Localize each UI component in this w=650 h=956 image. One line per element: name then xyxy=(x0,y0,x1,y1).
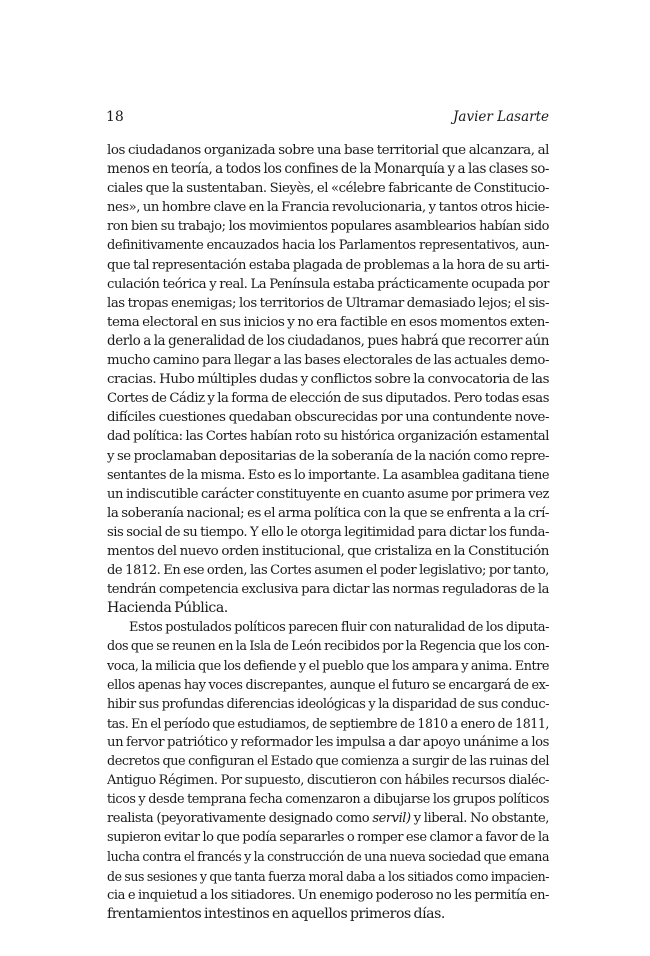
text-line: hibir sus profundas diferencias ideológicas y la disparidad de sus conduc- xyxy=(107,696,549,712)
text-line: supieron evitar lo que podía separarles o romper ese clamor a favor de la xyxy=(107,830,549,846)
text-line: tas. En el período que estudiamos, de septiembre de 1810 a enero de 1811, xyxy=(107,715,549,731)
body-text xyxy=(107,141,549,924)
text-line: de 1812. En ese orden, las Cortes asumen el poder legislativo; por tanto, xyxy=(107,563,549,579)
text-line: menos en teoría, a todos los confines de la Monarquía y a las clases so- xyxy=(107,161,549,178)
text-run: y liberal. No obstante, xyxy=(410,811,550,827)
text-line: Hacienda Pública. xyxy=(107,600,228,617)
text-line: un indiscutible carácter constituyente en cuanto asume por primera vez xyxy=(107,486,549,502)
text-line: ciales que la sustentaban. Sieyès, el «célebre fabricante de Constitucio- xyxy=(107,181,549,197)
paragraph-2 xyxy=(107,618,549,924)
text-line: lucha contra el francés y la construcción de una nueva sociedad que emana xyxy=(107,849,549,865)
italic-term: servil) xyxy=(372,811,411,827)
text-line: dad política: las Cortes habían roto su histórica organización estamental xyxy=(107,429,549,445)
text-line: ron bien su trabajo; los movimientos populares asamblearios habían sido xyxy=(107,219,549,235)
page-number: 18 xyxy=(106,109,124,125)
text-line: Estos postulados políticos parecen fluir con naturalidad de los diputa- xyxy=(129,620,549,636)
text-line: derlo a la generalidad de los ciudadanos, pues habrá que recorrer aún xyxy=(107,332,549,349)
paragraph-1 xyxy=(107,141,549,618)
text-run: realista (peyorativamente designado como xyxy=(107,811,373,827)
text-line: difíciles cuestiones quedaban obscurecidas por una contundente nove- xyxy=(107,410,549,426)
text-line: decretos que configuran el Estado que comienza a surgir de las ruinas del xyxy=(107,754,549,769)
text-line: de sus sesiones y que tanta fuerza moral daba a los sitiados como impacien- xyxy=(107,868,549,884)
text-line: cracias. Hubo múltiples dudas y conflictos sobre la convocatoria de las xyxy=(107,372,549,388)
text-line: tema electoral en sus inicios y no era factible en esos momentos exten- xyxy=(107,314,549,330)
text-line: las tropas enemigas; los territorios de Ultramar demasiado lejos; el sis- xyxy=(107,295,549,311)
text-line: ellos apenas hay voces discrepantes, aunque el futuro se encargará de ex- xyxy=(107,677,549,693)
text-line: mucho camino para llegar a las bases electorales de las actuales demo- xyxy=(107,353,549,369)
text-line: nes», un hombre clave en la Francia revolucionaria, y tantos otros hicie- xyxy=(107,200,549,216)
text-line: culación teórica y real. La Península estaba prácticamente ocupada por xyxy=(107,276,549,292)
text-line: un fervor patriótico y reformador les impulsa a dar apoyo unánime a los xyxy=(107,734,549,750)
text-line: sentantes de la misma. Esto es lo importante. La asamblea gaditana tiene xyxy=(107,467,549,483)
text-line: dos que se reunen en la Isla de León recibidos por la Regencia que los con- xyxy=(107,639,549,655)
running-head-author: Javier Lasarte xyxy=(453,109,549,125)
text-line: sis social de su tiempo. Y ello le otorga legitimidad para dictar los funda- xyxy=(107,524,549,540)
text-line: tendrán competencia exclusiva para dictar las normas reguladoras de la xyxy=(107,582,549,598)
text-line: mentos del nuevo orden institucional, que cristaliza en la Constitución xyxy=(107,543,549,559)
text-line: Cortes de Cádiz y la forma de elección de sus diputados. Pero todas esas xyxy=(107,391,549,407)
text-line: la soberanía nacional; es el arma política con la que se enfrenta a la crí- xyxy=(107,505,549,521)
text-line: y se proclamaban depositarias de la soberanía de la nación como repre- xyxy=(107,448,549,464)
text-line: los ciudadanos organizada sobre una base territorial que alcanzara, al xyxy=(107,143,549,158)
text-line: ticos y desde temprana fecha comenzaron a dibujarse los grupos políticos xyxy=(107,792,549,808)
text-line: voca, la milicia que los defiende y el pueblo que los ampara y anima. Entre xyxy=(107,658,549,674)
text-line: Antiguo Régimen. Por supuesto, discutieron con hábiles recursos dialéc- xyxy=(107,773,549,789)
text-line: frentamientos intestinos en aquellos primeros días. xyxy=(107,905,445,922)
text-line: cia e inquietud a los sitiadores. Un enemigo poderoso no les permitía en- xyxy=(107,887,549,903)
text-line-with-italic xyxy=(107,809,549,828)
text-line: definitivamente encauzados hacia los Parlamentos representativos, aun- xyxy=(107,238,549,254)
text-line: que tal representación estaba plagada de problemas a la hora de su arti- xyxy=(107,257,549,273)
